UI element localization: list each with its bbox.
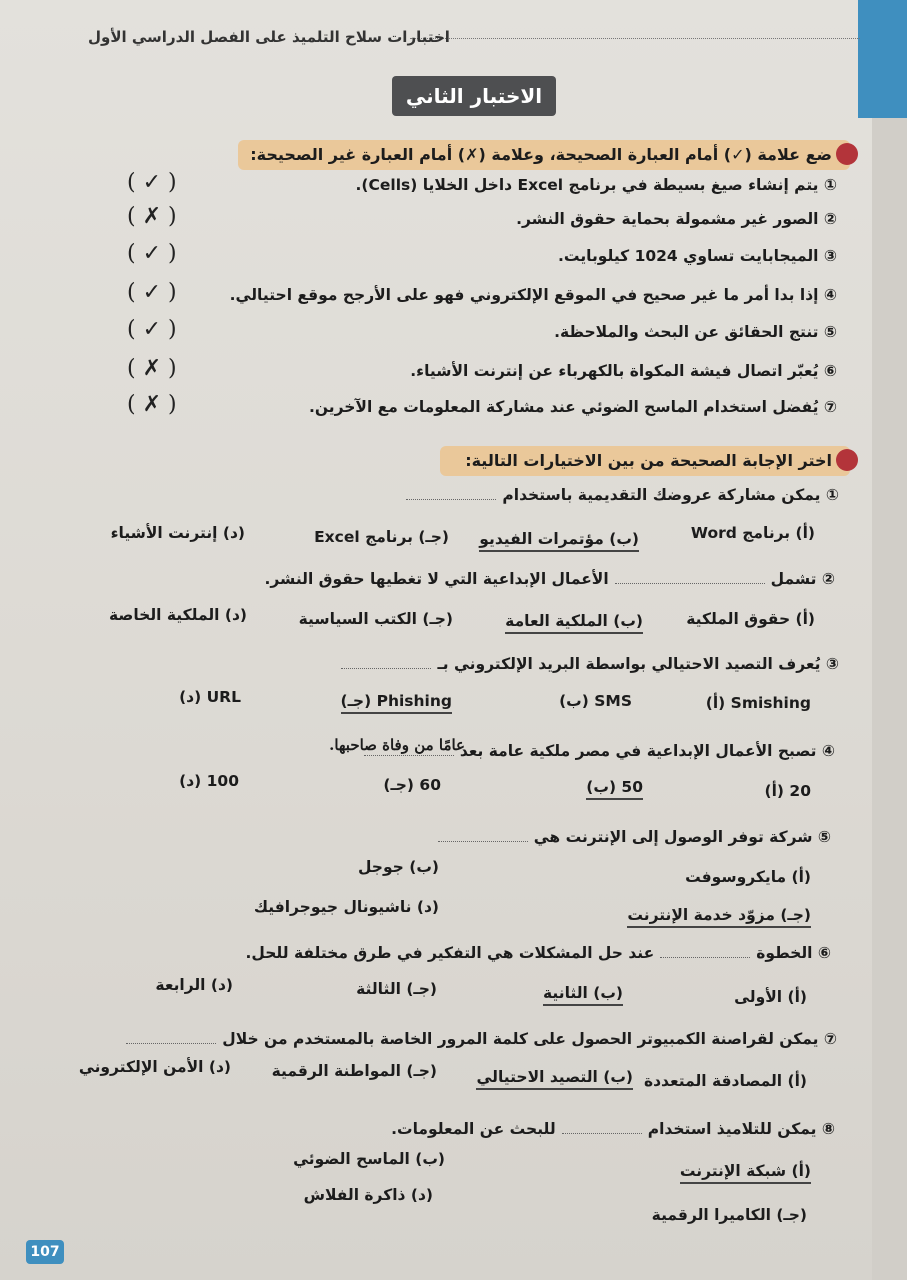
mcq-question-8 — [391, 1120, 835, 1138]
tf-item-text: ⑤ تنتج الحقائق عن البحث والملاحظة. — [554, 323, 837, 341]
q4-option-a: 20 (أ) — [764, 782, 811, 800]
question-text-end: الأعمال الإبداعية التي لا تغطيها حقوق النشر. — [264, 570, 609, 588]
next-page-edge — [872, 118, 907, 1280]
section2-number-badge — [836, 449, 858, 471]
answer-mark: ( ✗ ) — [127, 356, 177, 381]
q8-option-b: (ب) الماسح الضوئي — [293, 1150, 445, 1168]
q3-option-a: Smishing (أ) — [705, 694, 811, 712]
tf-item-4 — [127, 280, 837, 305]
mcq-question-1 — [400, 486, 839, 504]
mcq-question-5 — [432, 828, 831, 846]
header-rule — [410, 38, 860, 39]
handwritten-answer: عامًا من وفاة صاحبها. — [329, 736, 465, 754]
mcq-question-2 — [265, 570, 835, 588]
blank — [126, 1043, 216, 1044]
q3-option-d: URL (د) — [179, 688, 241, 706]
tf-item-text: ⑥ يُعبّر اتصال فيشة المكواة بالكهرباء عن إنترنت الأشياء. — [410, 362, 837, 380]
section1-instruction — [238, 140, 850, 170]
q2-option-a: (أ) حقوق الملكية — [686, 610, 815, 628]
q8-option-a: (أ) شبكة الإنترنت — [680, 1162, 811, 1184]
question-text: ⑧ يمكن للتلاميذ استخدام — [647, 1120, 835, 1138]
section1-instruction-text: ضع علامة (✓) أمام العبارة الصحيحة، وعلامة (✗) أمام العبارة غير الصحيحة: — [250, 145, 832, 164]
page-number: 107 — [26, 1240, 64, 1264]
tf-item-text: ① يتم إنشاء صيغ بسيطة في برنامج Excel داخل الخلايا (Cells). — [355, 176, 837, 194]
q5-option-d: (د) ناشيونال جيوجرافيك — [253, 898, 439, 916]
q5-option-c: (جـ) مزوّد خدمة الإنترنت — [627, 906, 811, 928]
mcq-question-7 — [120, 1030, 837, 1048]
q5-option-a: (أ) مايكروسوفت — [685, 868, 811, 886]
q2-option-d: (د) الملكية الخاصة — [108, 606, 247, 624]
q4-option-c: 60 (جـ) — [383, 776, 441, 794]
blank — [341, 668, 431, 669]
tf-item-text: ③ الميجابايت تساوي 1024 كيلوبايت. — [558, 247, 837, 265]
q7-option-b: (ب) التصيد الاحتيالي — [476, 1068, 633, 1090]
question-text-end: للبحث عن المعلومات. — [391, 1120, 556, 1138]
q7-option-c: (جـ) المواطنة الرقمية — [271, 1062, 437, 1080]
answer-mark: ( ✓ ) — [127, 170, 177, 195]
q5-option-b: (ب) جوجل — [357, 858, 439, 876]
answer-mark: ( ✗ ) — [127, 204, 177, 229]
blank — [562, 1133, 642, 1134]
question-text: ① يمكن مشاركة عروضك التقديمية باستخدام — [502, 486, 839, 504]
tf-item-text: ④ إذا بدا أمر ما غير صحيح في الموقع الإلكتروني فهو على الأرجح موقع احتيالي. — [229, 286, 837, 304]
q1-option-c: (جـ) برنامج Excel — [314, 528, 449, 546]
q1-option-a: (أ) برنامج Word — [690, 524, 815, 542]
test-title: الاختبار الثاني — [392, 76, 556, 116]
mcq-question-6 — [246, 944, 831, 962]
section2-instruction-text: اختر الإجابة الصحيحة من بين الاختيارات التالية: — [465, 451, 832, 470]
blank — [438, 841, 528, 842]
tf-item-5 — [127, 317, 837, 342]
tf-item-3 — [127, 241, 837, 266]
tf-item-1 — [127, 170, 837, 195]
mcq-question-3 — [335, 655, 839, 673]
question-text: ④ تصبح الأعمال الإبداعية في مصر ملكية عامة بعد — [459, 742, 835, 760]
q8-option-d: (د) ذاكرة الفلاش — [303, 1186, 433, 1204]
q7-option-a: (أ) المصادقة المتعددة — [643, 1072, 807, 1090]
blank — [364, 755, 454, 756]
question-text: ⑥ الخطوة — [756, 944, 831, 962]
section2-instruction — [440, 446, 850, 476]
question-text: ③ يُعرف التصيد الاحتيالي بواسطة البريد الإلكتروني بـ — [437, 655, 839, 673]
tf-item-6 — [127, 356, 837, 381]
tf-item-text: ⑦ يُفضل استخدام الماسح الضوئي عند مشاركة المعلومات مع الآخرين. — [308, 398, 837, 416]
q2-option-c: (جـ) الكتب السياسية — [298, 610, 453, 628]
q6-option-b: (ب) الثانية — [543, 984, 623, 1006]
section1-number-badge — [836, 143, 858, 165]
tf-item-2 — [127, 204, 837, 229]
q4-option-d: 100 (د) — [179, 772, 239, 790]
question-text: ⑤ شركة توفر الوصول إلى الإنترنت هي — [533, 828, 831, 846]
q4-option-b: 50 (ب) — [586, 778, 643, 800]
answer-mark: ( ✓ ) — [127, 317, 177, 342]
q6-option-d: (د) الرابعة — [155, 976, 233, 994]
tf-item-text: ② الصور غير مشمولة بحماية حقوق النشر. — [516, 210, 837, 228]
question-text: ⑦ يمكن لقراصنة الكمبيوتر الحصول على كلمة المرور الخاصة بالمستخدم من خلال — [222, 1030, 837, 1048]
blank — [406, 499, 496, 500]
question-text: ② تشمل — [770, 570, 835, 588]
running-header: اختبارات سلاح التلميذ على الفصل الدراسي الأول — [88, 28, 450, 46]
answer-mark: ( ✗ ) — [127, 392, 177, 417]
q2-option-b: (ب) الملكية العامة — [505, 612, 643, 634]
answer-mark: ( ✓ ) — [127, 241, 177, 266]
q8-option-c: (جـ) الكاميرا الرقمية — [651, 1206, 807, 1224]
q6-option-c: (جـ) الثالثة — [356, 980, 437, 998]
q7-option-d: (د) الأمن الإلكتروني — [78, 1058, 231, 1076]
q6-option-a: (أ) الأولى — [734, 988, 807, 1006]
tf-item-7 — [127, 392, 837, 417]
q1-option-d: (د) إنترنت الأشياء — [110, 524, 245, 542]
blank — [660, 957, 750, 958]
blank — [615, 583, 765, 584]
answer-mark: ( ✓ ) — [127, 280, 177, 305]
q1-option-b: (ب) مؤتمرات الفيديو — [479, 530, 639, 552]
q3-option-c: Phishing (جـ) — [341, 692, 452, 714]
chapter-tab — [858, 0, 907, 118]
question-text-end: عند حل المشكلات هي التفكير في طرق مختلفة للحل. — [245, 944, 655, 962]
q3-option-b: SMS (ب) — [559, 692, 632, 710]
